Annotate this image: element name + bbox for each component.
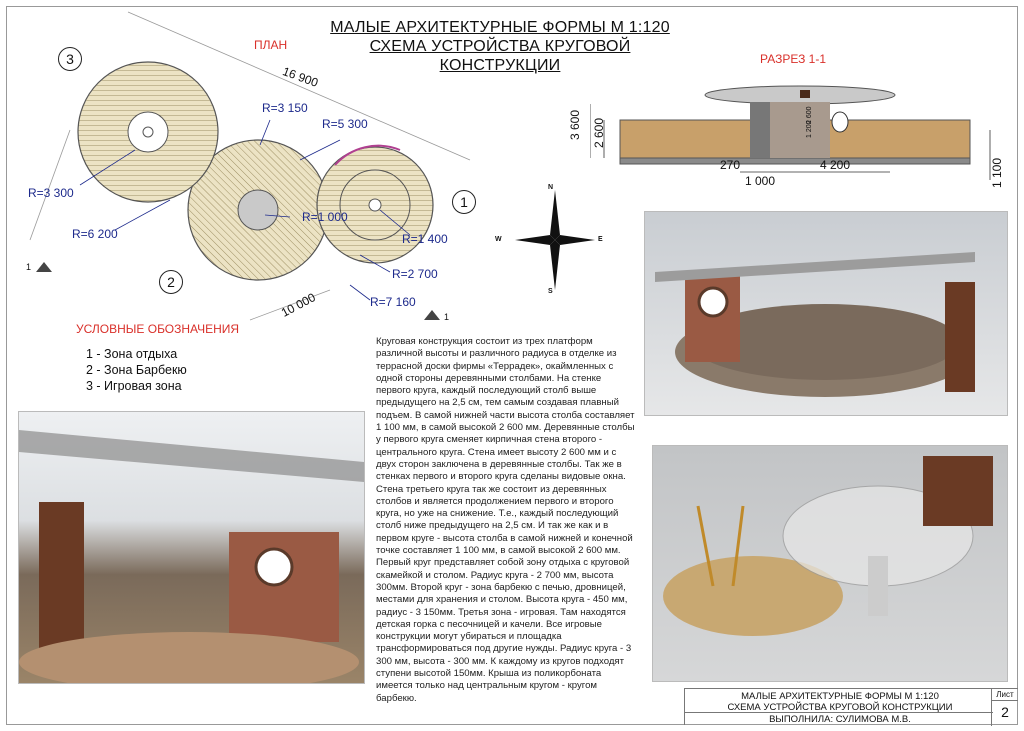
dim-r3150: R=3 150	[262, 101, 308, 115]
compass-e: E	[598, 236, 603, 243]
legend-title: УСЛОВНЫЕ ОБОЗНАЧЕНИЯ	[76, 322, 240, 336]
dim-r6200: R=6 200	[72, 227, 118, 241]
dim-r2700: R=2 700	[392, 267, 438, 281]
sheet-number: 2	[991, 700, 1018, 726]
stamp-separator	[685, 712, 993, 713]
sec-dim-1200: 1 200	[806, 120, 813, 138]
section-drawing	[590, 80, 1010, 190]
dim-r1000: R=1 000	[302, 210, 348, 224]
legend-item-3: 3 - Игровая зона	[86, 379, 182, 393]
zone-3-marker: 3	[58, 47, 82, 71]
sec-dim-270: 270	[720, 158, 741, 172]
compass-n: N	[548, 184, 554, 191]
render-aerial-zone3	[652, 445, 1008, 682]
compass-s: S	[548, 288, 553, 295]
dim-10000: 10 000	[278, 290, 318, 320]
compass-w: W	[495, 236, 502, 243]
stamp-line-2-text: СХЕМА УСТРОЙСТВА КРУГОВОЙ КОНСТРУКЦИИ	[727, 702, 953, 713]
sheet-label: Лист	[991, 689, 1018, 701]
stamp-line-1	[705, 691, 975, 713]
plan-label: ПЛАН	[254, 38, 288, 52]
sec-dim-3600: 3 600	[568, 109, 582, 140]
zone-2-marker: 2	[159, 270, 183, 294]
dim-r5300: R=5 300	[322, 117, 368, 131]
cut-label-right: 1	[444, 312, 450, 322]
title-line-2: СХЕМА УСТРОЙСТВА КРУГОВОЙ	[369, 38, 631, 55]
sec-dim-1100: 1 100	[990, 157, 1004, 188]
sec-dim-1000: 1 000	[745, 174, 776, 188]
section-mark-right	[424, 310, 440, 320]
dim-total: 16 900	[280, 64, 320, 90]
legend-item-1: 1 - Зона отдыха	[86, 347, 178, 361]
section-label: РАЗРЕЗ 1-1	[760, 52, 826, 66]
legend-list	[86, 346, 187, 394]
compass-rose	[515, 190, 595, 290]
stamp-line-1-text: МАЛЫЕ АРХИТЕКТУРНЫЕ ФОРМЫ М 1:120	[741, 691, 939, 702]
cut-label-left: 1	[26, 262, 32, 272]
section-mark-left	[36, 262, 52, 272]
title-line-1: МАЛЫЕ АРХИТЕКТУРНЫЕ ФОРМЫ М 1:120	[330, 19, 670, 36]
legend-item-2: 2 - Зона Барбекю	[86, 363, 187, 377]
title-block	[684, 688, 1018, 725]
sec-dim-4200: 4 200	[820, 158, 851, 172]
sec-dim-2600b: 2 600	[806, 106, 813, 124]
dim-r7160: R=7 160	[370, 295, 416, 309]
stamp-author: ВЫПОЛНИЛА: СУЛИМОВА М.В.	[769, 714, 911, 725]
dim-r1400: R=1 400	[402, 232, 448, 246]
zone-1-marker: 1	[452, 190, 476, 214]
sec-dim-2600: 2 600	[592, 117, 606, 148]
render-aerial-zone1	[644, 211, 1008, 416]
render-perspective-interior	[18, 411, 365, 684]
description-text: Круговая конструкция состоит из трех платформ различной высоты и различного радиуса в отделке из террасной доски фирмы «Террадек», окаймленных с одной стороны деревянными столбами. На стенке первого круга, каждый последующий столб выше предыдущего на 2,5 см, тем самым создавая плавный подъем. В самой нижней части высота столба составляет 1 100 мм, в самой высокой 2 600 мм. Деревянные столбы у первого круга сменяет кирпичная стена второго - центрального круга. Стена имеет высоту 2 600 мм и с двух сторон заключена в деревянные столбы. Так же в стенках первого и второго круга сделаны видовые окна. Стена третьего круга так же состоит из деревянных столбов и является продолжением первого и второго круга, но уже на снижение. Т.е., каждый последующий столб ниже предыдущего на 2,5 см. И так же как и в первом круге - высота столба в самой нижней и конечной точке составляет 1 100 мм, в самой высокой 2 600 мм. Первый круг представляет собой зону отдыха с круговой скамейкой и столом. Радиус круга - 2 700 мм, высота 300мм. Второй круг - зона барбекю с печью, дровницей, местами для хранения и столом. Высота круга - 450 мм, радиус - 3 150мм. Третья зона - игровая. Там находятся детская горка с песочницей и качели. Все игровые конструкции могут убираться и площадка трансформироваться под другие нужды. Радиус круга - 3 300 мм, высота - 300 мм. К каждому из кругов подходят ступени высотой 150мм. Крыша из поликорбоната имеется только над центральным кругом - кругом барбекю.	[376, 336, 635, 704]
title-line-3: КОНСТРУКЦИИ	[439, 57, 561, 74]
dim-r3300: R=3 300	[28, 186, 74, 200]
